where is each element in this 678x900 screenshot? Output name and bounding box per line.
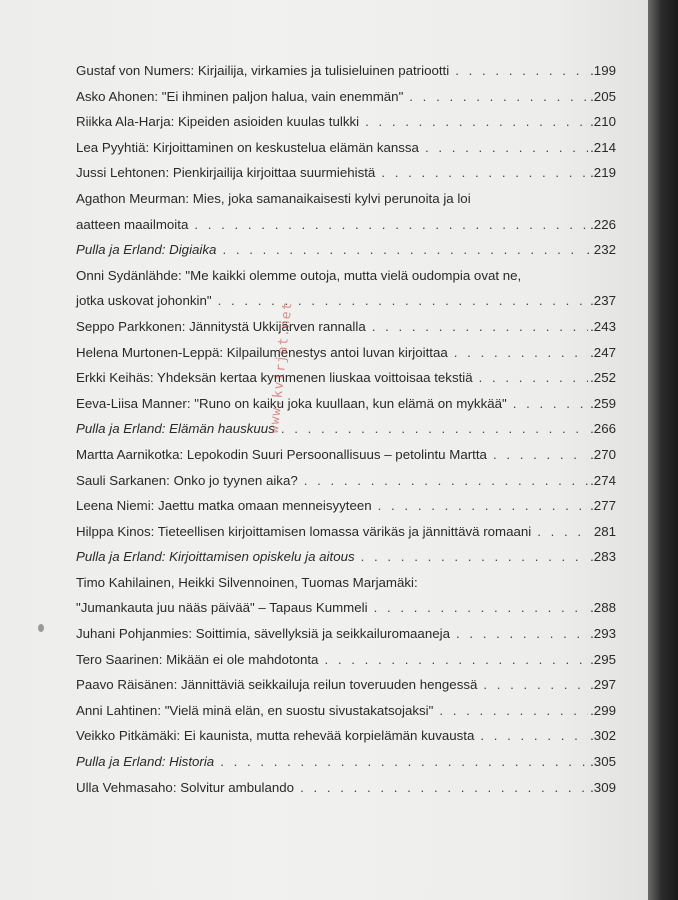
toc-entry-title: Tero Saarinen: Mikään ei ole mahdotonta bbox=[76, 651, 319, 667]
toc-entry-title: Erkki Keihäs: Yhdeksän kertaa kymmenen liuskaa voittoisaa tekstiä bbox=[76, 370, 473, 386]
toc-entry-page-number: .299 bbox=[590, 702, 616, 718]
toc-entry bbox=[76, 698, 616, 724]
toc-entry-row bbox=[76, 544, 616, 570]
dot-leader bbox=[365, 109, 588, 135]
toc-entry-title-first-line: Agathon Meurman: Mies, joka samanaikaisesti kylvi perunoita ja loi bbox=[76, 190, 471, 206]
dot-leader bbox=[304, 468, 588, 494]
book-spine-shadow bbox=[648, 0, 678, 900]
toc-entry bbox=[76, 570, 616, 621]
toc-entry-row bbox=[76, 135, 616, 161]
toc-entry-page-number: .205 bbox=[590, 88, 616, 104]
toc-entry-title: Seppo Parkkonen: Jännitystä Ukkijärven rannalla bbox=[76, 318, 366, 334]
dot-leader bbox=[220, 749, 588, 775]
toc-entry-title: Hilppa Kinos: Tieteellisen kirjoittamisen lomassa värikäs ja jännittävä romaani bbox=[76, 523, 532, 539]
dot-leader bbox=[324, 647, 588, 673]
toc-entry bbox=[76, 160, 616, 186]
toc-entry bbox=[76, 775, 616, 801]
dot-leader bbox=[218, 288, 589, 314]
toc-entry-row bbox=[76, 519, 616, 545]
toc-entry bbox=[76, 365, 616, 391]
toc-entry-title: Veikko Pitkämäki: Ei kaunista, mutta rehevää korpielämän kuvausta bbox=[76, 728, 475, 744]
toc-entry-title: Ulla Vehmasaho: Solvitur ambulando bbox=[76, 779, 295, 795]
toc-entry bbox=[76, 340, 616, 366]
toc-entry-title: Eeva-Liisa Manner: "Runo on kaiku joka kuullaan, kun elämä on mykkää" bbox=[76, 395, 507, 411]
toc-entry-row bbox=[76, 672, 616, 698]
toc-entry bbox=[76, 442, 616, 468]
dot-leader bbox=[439, 698, 588, 724]
dot-leader bbox=[483, 672, 588, 698]
toc-entry-title: Pulla ja Erland: Elämän hauskuus bbox=[76, 421, 275, 437]
toc-entry-title: Riikka Ala-Harja: Kipeiden asioiden kuulas tulkki bbox=[76, 114, 360, 130]
toc-entry bbox=[76, 519, 616, 545]
toc-entry-title: Pulla ja Erland: Historia bbox=[76, 754, 215, 770]
toc-entry bbox=[76, 749, 616, 775]
dot-leader bbox=[454, 340, 588, 366]
dot-leader bbox=[456, 621, 588, 647]
toc-entry-title: Juhani Pohjanmies: Soittimia, sävellyksiä ja seikkailuromaaneja bbox=[76, 626, 450, 642]
toc-entry bbox=[76, 135, 616, 161]
toc-entry-title: "Jumankauta juu nääs päivää" – Tapaus Kummeli bbox=[76, 600, 368, 616]
toc-entry-row bbox=[76, 647, 616, 673]
toc-entry-row bbox=[76, 775, 616, 801]
toc-entry-row bbox=[76, 749, 616, 775]
toc-entry-row bbox=[76, 493, 616, 519]
paper-speck bbox=[38, 624, 44, 632]
toc-entry-page-number: .199 bbox=[590, 63, 616, 78]
toc-entry-title: Jussi Lehtonen: Pienkirjailija kirjoittaa suurmiehistä bbox=[76, 165, 376, 181]
toc-entry bbox=[76, 723, 616, 749]
toc-entry-title: Lea Pyyhtiä: Kirjoittaminen on keskustelua elämän kanssa bbox=[76, 139, 419, 155]
toc-entry bbox=[76, 84, 616, 110]
toc-entry-title: Paavo Räisänen: Jännittäviä seikkailuja reilun toveruuden hengessä bbox=[76, 677, 478, 693]
toc-entry-title-first-line: Timo Kahilainen, Heikki Silvennoinen, Tuomas Marjamäki: bbox=[76, 574, 418, 590]
toc-entry-row bbox=[76, 314, 616, 340]
toc-entry-title-first-line: Onni Sydänlähde: "Me kaikki olemme outoja, mutta vielä oudompia ovat ne, bbox=[76, 267, 522, 283]
toc-entry-page-number: .270 bbox=[590, 446, 616, 462]
toc-entry-row bbox=[76, 58, 616, 84]
toc-entry-page-number: .226 bbox=[590, 216, 616, 232]
toc-entry-title: Pulla ja Erland: Digiaika bbox=[76, 242, 217, 258]
toc-entry-title: Leena Niemi: Jaettu matka omaan menneisyyteen bbox=[76, 498, 372, 514]
toc-entry bbox=[76, 493, 616, 519]
table-of-contents bbox=[76, 58, 616, 800]
toc-entry-row bbox=[76, 391, 616, 417]
toc-entry bbox=[76, 544, 616, 570]
dot-leader bbox=[381, 160, 588, 186]
toc-entry-title: Anni Lahtinen: "Vielä minä elän, en suostu sivustakatsojaksi" bbox=[76, 702, 434, 718]
toc-entry-page-number: .259 bbox=[590, 395, 616, 411]
dot-leader bbox=[378, 493, 588, 519]
dot-leader bbox=[222, 237, 584, 263]
toc-entry-page-number: .252 bbox=[590, 370, 616, 386]
toc-entry bbox=[76, 621, 616, 647]
toc-entry-page-number: .297 bbox=[590, 677, 616, 693]
toc-entry-row bbox=[76, 84, 616, 110]
dot-leader bbox=[372, 314, 588, 340]
toc-entry-row bbox=[76, 160, 616, 186]
toc-entry bbox=[76, 468, 616, 494]
toc-entry-title: aatteen maailmoita bbox=[76, 216, 189, 232]
toc-entry bbox=[76, 263, 616, 314]
toc-entry-page-number: .210 bbox=[590, 114, 616, 130]
toc-entry-row bbox=[76, 723, 616, 749]
toc-entry-page-number: .214 bbox=[590, 139, 616, 155]
toc-entry-title: Helena Murtonen-Leppä: Kilpailumenestys antoi luvan kirjoittaa bbox=[76, 344, 448, 360]
toc-entry-row bbox=[76, 288, 616, 314]
dot-leader bbox=[374, 595, 589, 621]
toc-entry-title: Sauli Sarkanen: Onko jo tyynen aika? bbox=[76, 472, 298, 488]
dot-leader bbox=[480, 723, 588, 749]
dot-leader bbox=[493, 442, 588, 468]
toc-entry-title: Asko Ahonen: "Ei ihminen paljon halua, vain enemmän" bbox=[76, 88, 404, 104]
toc-entry-page-number: . 232 bbox=[586, 242, 616, 258]
toc-entry-page-number: .266 bbox=[590, 421, 616, 437]
toc-entry bbox=[76, 237, 616, 263]
toc-entry bbox=[76, 314, 616, 340]
dot-leader bbox=[300, 775, 588, 801]
toc-entry-title: Martta Aarnikotka: Lepokodin Suuri Persoonallisuus – petolintu Martta bbox=[76, 446, 487, 462]
toc-entry-row bbox=[76, 340, 616, 366]
dot-leader bbox=[513, 391, 588, 417]
toc-entry-row bbox=[76, 442, 616, 468]
toc-entry-page-number: .247 bbox=[590, 344, 616, 360]
toc-entry-row bbox=[76, 212, 616, 238]
toc-entry bbox=[76, 58, 616, 84]
toc-entry-row bbox=[76, 468, 616, 494]
dot-leader bbox=[479, 365, 588, 391]
toc-entry-row bbox=[76, 595, 616, 621]
toc-entry-page-number: .309 bbox=[590, 779, 616, 795]
toc-entry-row bbox=[76, 365, 616, 391]
toc-entry-page-number: .295 bbox=[590, 651, 616, 667]
dot-leader bbox=[361, 544, 588, 570]
toc-entry bbox=[76, 416, 616, 442]
toc-entry-page-number: .243 bbox=[590, 318, 616, 334]
toc-entry-page-number: .302 bbox=[590, 728, 616, 744]
dot-leader bbox=[281, 416, 588, 442]
toc-entry-title: jotka uskovat johonkin" bbox=[76, 293, 212, 309]
toc-entry-page-number: .277 bbox=[590, 498, 616, 514]
dot-leader bbox=[455, 58, 588, 84]
toc-entry-page-number: .283 bbox=[590, 549, 616, 565]
toc-entry bbox=[76, 186, 616, 237]
dot-leader bbox=[537, 519, 592, 545]
toc-entry-row bbox=[76, 237, 616, 263]
dot-leader bbox=[409, 84, 588, 110]
toc-entry bbox=[76, 109, 616, 135]
toc-entry-row bbox=[76, 621, 616, 647]
toc-entry-row bbox=[76, 109, 616, 135]
toc-entry bbox=[76, 672, 616, 698]
toc-entry bbox=[76, 391, 616, 417]
toc-entry-title: Pulla ja Erland: Kirjoittamisen opiskelu ja aitous bbox=[76, 549, 355, 565]
toc-entry-row bbox=[76, 416, 616, 442]
toc-entry-page-number: .305 bbox=[590, 754, 616, 770]
dot-leader bbox=[194, 212, 588, 238]
toc-entry-page-number: .219 bbox=[590, 165, 616, 181]
watermark: www.kvirjat.net bbox=[266, 300, 296, 435]
toc-entry-page-number: .237 bbox=[590, 293, 616, 309]
dot-leader bbox=[425, 135, 588, 161]
toc-entry bbox=[76, 647, 616, 673]
toc-entry-page-number: .274 bbox=[590, 472, 616, 488]
toc-entry-title: Gustaf von Numers: Kirjailija, virkamies ja tulisieluinen patriootti bbox=[76, 63, 450, 78]
toc-entry-page-number: .288 bbox=[590, 600, 616, 616]
toc-entry-page-number: 281 bbox=[593, 523, 616, 539]
toc-entry-page-number: .293 bbox=[590, 626, 616, 642]
toc-entry-row bbox=[76, 698, 616, 724]
